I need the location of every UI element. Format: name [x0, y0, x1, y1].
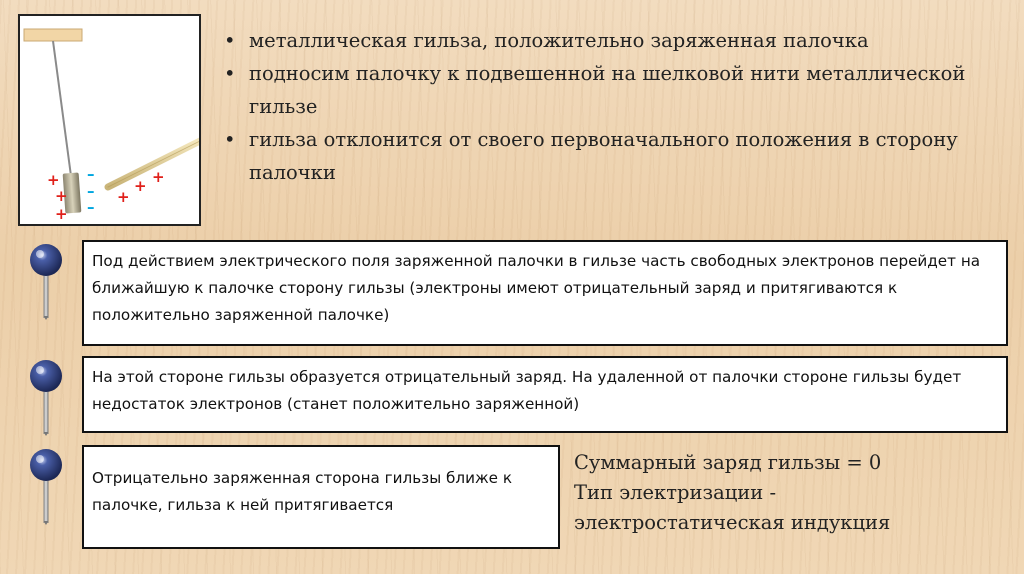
electrization-type-value: электростатическая индукция — [574, 511, 891, 534]
total-charge-line: Суммарный заряд гильзы = 0 — [574, 451, 882, 474]
plus-sign: + — [55, 187, 68, 205]
summary-block — [574, 448, 1004, 538]
push-pin-icon — [26, 356, 66, 436]
bullet-dot: • — [224, 128, 236, 151]
stand-bar — [24, 29, 82, 41]
minus-sign: – — [87, 182, 95, 200]
silk-thread — [53, 41, 71, 176]
explanation-box-1: Под действием электрического поля заряженной палочки в гильзе часть свободных электронов перейдет на ближайшую к палочке сторону гильзы (электроны имеют отрицательный заряд и притягиваются к положительно заряженной палочке) — [82, 240, 1008, 346]
induction-diagram — [20, 16, 199, 224]
explanation-box-2: На этой стороне гильзы образуется отрицательный заряд. На удаленной от палочки стороне гильзы будет недостаток электронов (станет положительно заряженной) — [82, 356, 1008, 433]
minus-sign: – — [87, 198, 95, 216]
bullet-item: • гильза отклонится от своего первоначального положения в сторону палочки — [222, 123, 1012, 189]
plus-sign: + — [152, 168, 165, 186]
bullet-item: • металлическая гильза, положительно заряженная палочка — [222, 24, 1012, 57]
plus-sign: + — [134, 177, 147, 195]
induction-illustration — [18, 14, 201, 226]
bullet-item: • подносим палочку к подвешенной на шелковой нити металлической гильзе — [222, 57, 1012, 123]
push-pin-icon — [26, 445, 66, 525]
push-pin-icon — [26, 240, 66, 320]
plus-sign: + — [55, 205, 68, 223]
bullet-list — [222, 24, 1012, 189]
explanation-box-3: Отрицательно заряженная сторона гильзы ближе к палочке, гильза к ней притягивается — [82, 445, 560, 549]
electrization-type-line: Тип электризации - — [574, 481, 777, 504]
bullet-dot: • — [224, 62, 236, 85]
plus-sign: + — [117, 188, 130, 206]
plus-sign: + — [47, 171, 60, 189]
minus-sign: – — [87, 165, 95, 183]
bullet-dot: • — [224, 29, 236, 52]
